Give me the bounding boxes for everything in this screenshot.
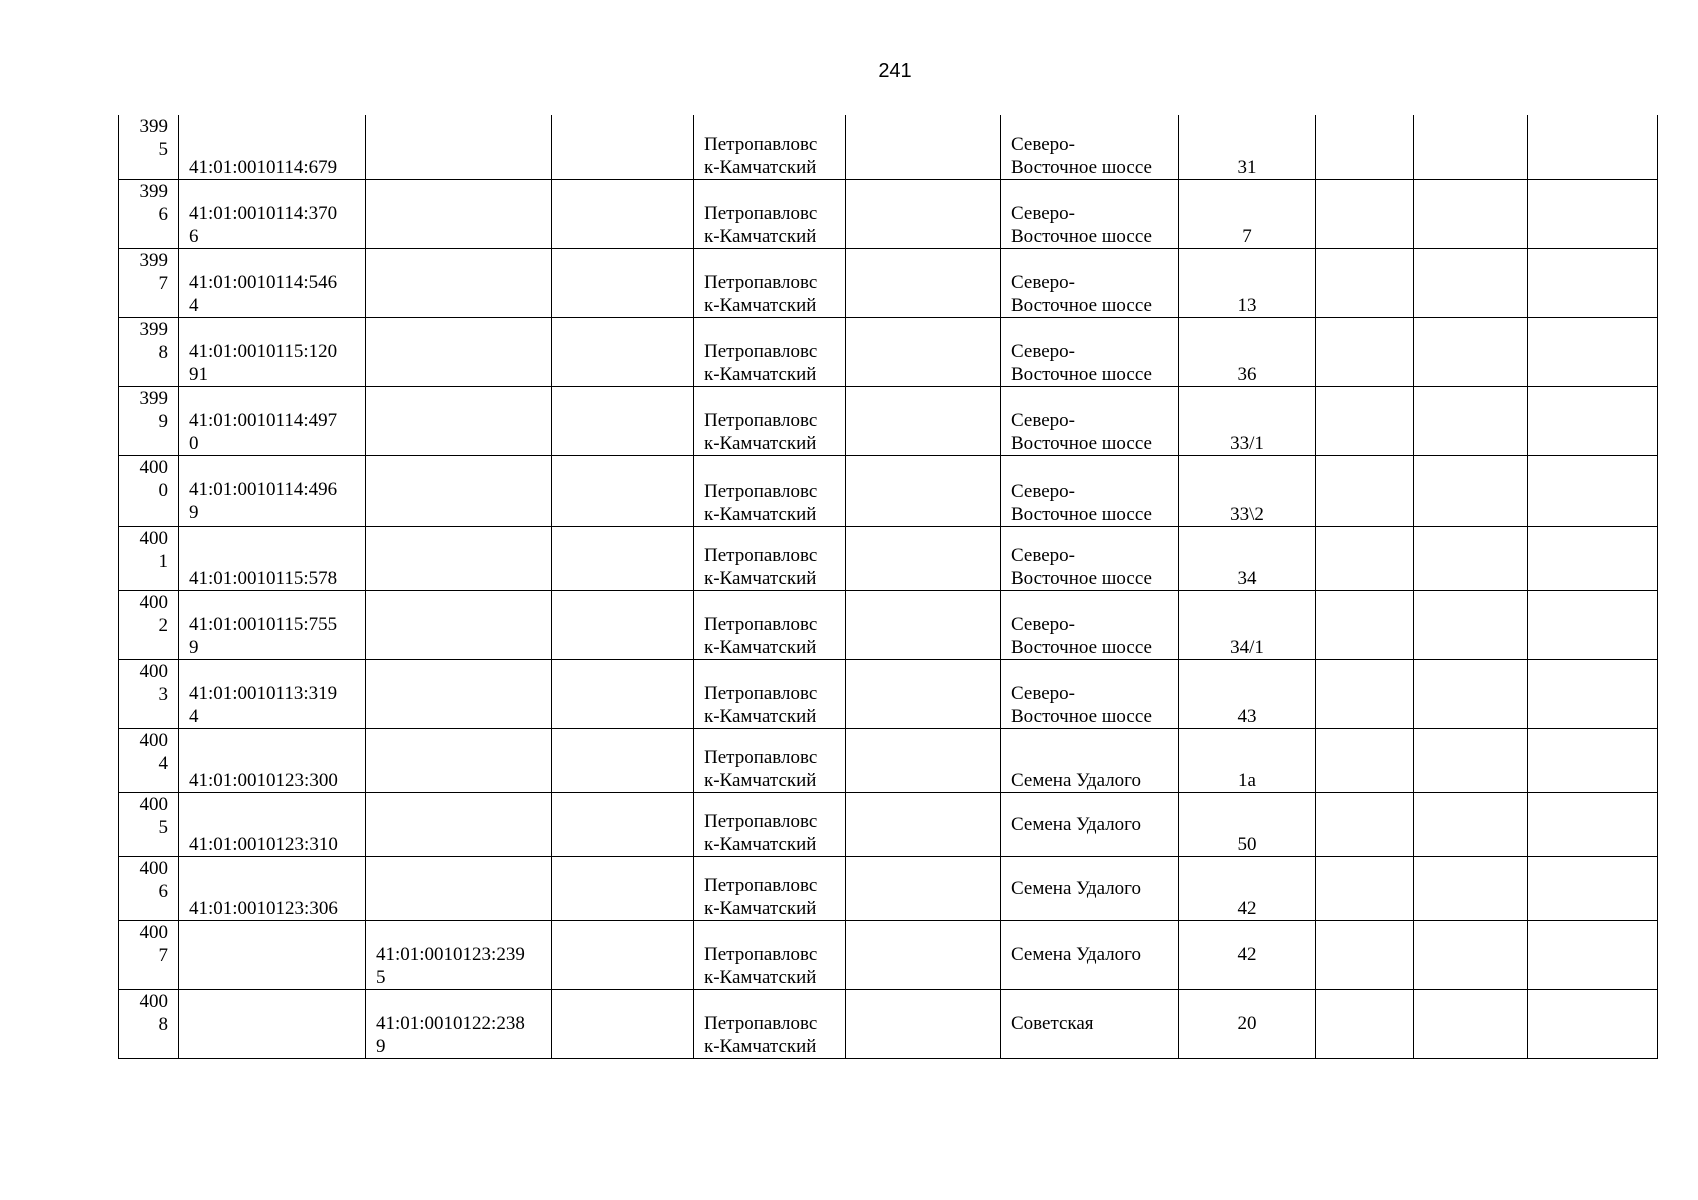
empty-cell <box>552 115 694 179</box>
row-number-cell-line: 4 <box>158 752 168 774</box>
empty-cell <box>1316 856 1414 920</box>
cadastral-number-cell-line: 41:01:0010113:319 <box>189 682 338 704</box>
city-cell <box>694 386 846 455</box>
street-cell-line: Северо- <box>1011 544 1075 566</box>
empty-cell <box>1414 856 1528 920</box>
row-number-cell-line: 400 <box>139 990 168 1012</box>
cadastral-number-cell <box>179 248 366 317</box>
row-number-cell <box>119 248 179 317</box>
row-number-cell <box>119 179 179 248</box>
row-number-cell-line: 7 <box>158 272 168 294</box>
table-row <box>119 920 1658 989</box>
empty-cell <box>1316 248 1414 317</box>
cadastral-number-cell-line: 91 <box>189 363 208 385</box>
empty-cell <box>1414 386 1528 455</box>
empty-cell <box>846 386 1001 455</box>
empty-cell <box>1528 248 1658 317</box>
city-cell-line: Петропавловс <box>704 874 818 896</box>
property-registry-table <box>118 115 1658 1059</box>
empty-cell <box>1528 590 1658 659</box>
street-cell <box>1001 386 1179 455</box>
empty-cell <box>846 728 1001 792</box>
cadastral-number-cell-line: 41:01:0010115:120 <box>189 340 338 362</box>
city-cell <box>694 659 846 728</box>
table-row <box>119 792 1658 856</box>
street-cell <box>1001 856 1179 920</box>
cadastral-number-cell <box>179 386 366 455</box>
cadastral-number-cell-line: 41:01:0010114:497 <box>189 409 338 431</box>
street-cell-line: Северо- <box>1011 409 1075 431</box>
empty-cell <box>1316 920 1414 989</box>
empty-cell <box>1316 659 1414 728</box>
row-number-cell <box>119 590 179 659</box>
street-cell <box>1001 526 1179 590</box>
empty-cell <box>1414 792 1528 856</box>
cadastral-number-alt-cell <box>366 526 552 590</box>
empty-cell <box>846 920 1001 989</box>
house-number-cell: 33\2 <box>1179 455 1316 526</box>
empty-cell <box>552 455 694 526</box>
street-cell-line: Семена Удалого <box>1011 877 1142 899</box>
row-number-cell <box>119 792 179 856</box>
row-number-cell-line: 6 <box>158 203 168 225</box>
empty-cell <box>1316 455 1414 526</box>
cadastral-number-cell <box>179 526 366 590</box>
empty-cell <box>552 659 694 728</box>
city-cell <box>694 989 846 1058</box>
empty-cell <box>1316 590 1414 659</box>
row-number-cell-line: 7 <box>158 944 168 966</box>
cadastral-number-alt-cell-line: 5 <box>376 966 386 988</box>
cadastral-number-alt-cell-line: 9 <box>376 1035 386 1057</box>
empty-cell <box>1316 526 1414 590</box>
empty-cell <box>846 248 1001 317</box>
cadastral-number-cell-line: 41:01:0010114:496 <box>189 478 338 500</box>
house-number-cell: 1a <box>1179 728 1316 792</box>
street-cell <box>1001 792 1179 856</box>
empty-cell <box>552 590 694 659</box>
empty-cell <box>1316 386 1414 455</box>
house-number-cell: 20 <box>1179 989 1316 1058</box>
table-row <box>119 248 1658 317</box>
city-cell <box>694 179 846 248</box>
city-cell-line: к-Камчатский <box>704 1035 817 1057</box>
empty-cell <box>552 792 694 856</box>
cadastral-number-cell <box>179 920 366 989</box>
row-number-cell-line: 399 <box>139 180 168 202</box>
row-number-cell <box>119 115 179 179</box>
city-cell-line: к-Камчатский <box>704 294 817 316</box>
city-cell <box>694 455 846 526</box>
city-cell-line: Петропавловс <box>704 943 818 965</box>
empty-cell <box>846 792 1001 856</box>
empty-cell <box>1414 659 1528 728</box>
empty-cell <box>1528 920 1658 989</box>
cadastral-number-cell <box>179 455 366 526</box>
empty-cell <box>1528 386 1658 455</box>
row-number-cell <box>119 989 179 1058</box>
street-cell-line: Северо- <box>1011 340 1075 362</box>
empty-cell <box>846 179 1001 248</box>
street-cell <box>1001 179 1179 248</box>
city-cell-line: Петропавловс <box>704 271 818 293</box>
street-cell-line: Восточное шоссе <box>1011 567 1152 589</box>
city-cell-line: к-Камчатский <box>704 363 817 385</box>
empty-cell <box>846 989 1001 1058</box>
row-number-cell-line: 399 <box>139 116 168 137</box>
row-number-cell-line: 5 <box>158 816 168 838</box>
cadastral-number-cell <box>179 989 366 1058</box>
house-number-cell: 50 <box>1179 792 1316 856</box>
row-number-cell-line: 400 <box>139 660 168 682</box>
city-cell-line: к-Камчатский <box>704 156 817 178</box>
table-body <box>119 115 1658 1058</box>
row-number-cell-line: 399 <box>139 387 168 409</box>
row-number-cell-line: 399 <box>139 318 168 340</box>
empty-cell <box>846 659 1001 728</box>
city-cell-line: Петропавловс <box>704 810 818 832</box>
row-number-cell-line: 400 <box>139 456 168 478</box>
empty-cell <box>1528 792 1658 856</box>
street-cell-line: Восточное шоссе <box>1011 156 1152 178</box>
cadastral-number-cell-line: 41:01:0010123:310 <box>189 833 338 855</box>
street-cell <box>1001 920 1179 989</box>
row-number-cell <box>119 317 179 386</box>
city-cell-line: Петропавловс <box>704 133 818 155</box>
street-cell <box>1001 728 1179 792</box>
street-cell-line: Северо- <box>1011 682 1075 704</box>
cadastral-number-alt-cell <box>366 317 552 386</box>
cadastral-number-alt-cell <box>366 386 552 455</box>
table-row <box>119 659 1658 728</box>
cadastral-number-cell-line: 4 <box>189 705 199 727</box>
street-cell-line: Семена Удалого <box>1011 813 1142 835</box>
empty-cell <box>1414 455 1528 526</box>
house-number-cell: 33/1 <box>1179 386 1316 455</box>
empty-cell <box>1316 728 1414 792</box>
cadastral-number-cell <box>179 115 366 179</box>
street-cell-line: Восточное шоссе <box>1011 363 1152 385</box>
street-cell-line: Северо- <box>1011 271 1075 293</box>
table-row <box>119 115 1658 179</box>
street-cell-line: Восточное шоссе <box>1011 432 1152 454</box>
house-number-cell: 7 <box>1179 179 1316 248</box>
city-cell-line: Петропавловс <box>704 340 818 362</box>
row-number-cell-line: 400 <box>139 857 168 879</box>
empty-cell <box>1528 179 1658 248</box>
empty-cell <box>1528 659 1658 728</box>
row-number-cell <box>119 728 179 792</box>
row-number-cell-line: 2 <box>158 614 168 636</box>
cadastral-number-alt-cell <box>366 989 552 1058</box>
empty-cell <box>1528 455 1658 526</box>
row-number-cell <box>119 920 179 989</box>
empty-cell <box>1414 728 1528 792</box>
cadastral-number-alt-cell <box>366 455 552 526</box>
empty-cell <box>846 455 1001 526</box>
empty-cell <box>552 989 694 1058</box>
street-cell <box>1001 989 1179 1058</box>
cadastral-number-cell-line: 0 <box>189 432 199 454</box>
empty-cell <box>1528 115 1658 179</box>
city-cell-line: к-Камчатский <box>704 705 817 727</box>
empty-cell <box>1528 317 1658 386</box>
empty-cell <box>1414 317 1528 386</box>
row-number-cell <box>119 526 179 590</box>
table-row <box>119 179 1658 248</box>
cadastral-number-cell <box>179 179 366 248</box>
street-cell-line: Семена Удалого <box>1011 944 1142 965</box>
empty-cell <box>1528 856 1658 920</box>
row-number-cell-line: 399 <box>139 249 168 271</box>
cadastral-number-alt-cell <box>366 115 552 179</box>
street-cell-line: Северо- <box>1011 480 1075 502</box>
empty-cell <box>1528 728 1658 792</box>
city-cell-line: к-Камчатский <box>704 432 817 454</box>
house-number-cell: 34/1 <box>1179 590 1316 659</box>
cadastral-number-cell-line: 41:01:0010114:546 <box>189 271 338 293</box>
empty-cell <box>1414 526 1528 590</box>
empty-cell <box>1316 317 1414 386</box>
empty-cell <box>552 526 694 590</box>
cadastral-number-cell <box>179 792 366 856</box>
row-number-cell-line: 400 <box>139 527 168 549</box>
house-number-cell: 42 <box>1179 920 1316 989</box>
city-cell-line: к-Камчатский <box>704 833 817 855</box>
cadastral-number-alt-cell <box>366 590 552 659</box>
empty-cell <box>846 856 1001 920</box>
city-cell-line: к-Камчатский <box>704 769 817 791</box>
city-cell-line: Петропавловс <box>704 409 818 431</box>
empty-cell <box>1316 989 1414 1058</box>
cadastral-number-cell-line: 9 <box>189 636 199 658</box>
cadastral-number-cell <box>179 856 366 920</box>
street-cell <box>1001 317 1179 386</box>
city-cell-line: Петропавловс <box>704 202 818 224</box>
empty-cell <box>552 179 694 248</box>
cadastral-number-cell <box>179 317 366 386</box>
city-cell-line: к-Камчатский <box>704 897 817 919</box>
empty-cell <box>846 317 1001 386</box>
cadastral-number-cell-line: 41:01:0010115:578 <box>189 567 338 589</box>
cadastral-number-alt-cell <box>366 248 552 317</box>
house-number-cell: 36 <box>1179 317 1316 386</box>
city-cell-line: Петропавловс <box>704 746 818 768</box>
city-cell <box>694 248 846 317</box>
street-cell <box>1001 590 1179 659</box>
house-number-cell: 34 <box>1179 526 1316 590</box>
cadastral-number-cell <box>179 728 366 792</box>
table-row <box>119 590 1658 659</box>
table-row <box>119 856 1658 920</box>
empty-cell <box>1414 179 1528 248</box>
cadastral-number-alt-cell-line: 41:01:0010122:238 <box>376 1012 525 1034</box>
table-row <box>119 317 1658 386</box>
street-cell <box>1001 659 1179 728</box>
cadastral-number-alt-cell <box>366 856 552 920</box>
city-cell <box>694 590 846 659</box>
street-cell-line: Восточное шоссе <box>1011 503 1152 525</box>
row-number-cell-line: 400 <box>139 729 168 751</box>
cadastral-number-cell-line: 41:01:0010115:755 <box>189 613 338 635</box>
row-number-cell <box>119 856 179 920</box>
row-number-cell <box>119 659 179 728</box>
street-cell-line: Восточное шоссе <box>1011 636 1152 658</box>
empty-cell <box>846 590 1001 659</box>
city-cell-line: Петропавловс <box>704 1012 818 1034</box>
house-number-cell: 31 <box>1179 115 1316 179</box>
row-number-cell-line: 0 <box>158 479 168 501</box>
table-row <box>119 728 1658 792</box>
street-cell-line: Восточное шоссе <box>1011 705 1152 727</box>
city-cell <box>694 856 846 920</box>
city-cell-line: Петропавловс <box>704 544 818 566</box>
row-number-cell <box>119 386 179 455</box>
house-number-cell: 43 <box>1179 659 1316 728</box>
empty-cell <box>1414 248 1528 317</box>
cadastral-number-cell-line: 41:01:0010123:306 <box>189 897 338 919</box>
city-cell-line: Петропавловс <box>704 613 818 635</box>
cadastral-number-cell-line: 41:01:0010114:370 <box>189 202 338 224</box>
city-cell-line: Петропавловс <box>704 480 818 502</box>
row-number-cell-line: 9 <box>158 410 168 432</box>
table-row <box>119 386 1658 455</box>
empty-cell <box>1316 792 1414 856</box>
empty-cell <box>552 856 694 920</box>
row-number-cell-line: 400 <box>139 921 168 943</box>
empty-cell <box>552 386 694 455</box>
cadastral-number-cell-line: 6 <box>189 225 199 247</box>
city-cell <box>694 115 846 179</box>
empty-cell <box>846 526 1001 590</box>
page-number: 241 <box>878 60 912 82</box>
empty-cell <box>1414 989 1528 1058</box>
city-cell <box>694 792 846 856</box>
street-cell-line: Советская <box>1011 1013 1094 1034</box>
row-number-cell-line: 8 <box>158 341 168 363</box>
empty-cell <box>552 728 694 792</box>
table-row <box>119 989 1658 1058</box>
empty-cell <box>1316 179 1414 248</box>
street-cell <box>1001 115 1179 179</box>
empty-cell <box>552 248 694 317</box>
city-cell-line: к-Камчатский <box>704 503 817 525</box>
street-cell-line: Восточное шоссе <box>1011 294 1152 316</box>
table-row <box>119 526 1658 590</box>
city-cell-line: к-Камчатский <box>704 636 817 658</box>
cadastral-number-cell <box>179 659 366 728</box>
cadastral-number-cell-line: 41:01:0010114:679 <box>189 156 338 178</box>
empty-cell <box>1528 989 1658 1058</box>
house-number-cell: 42 <box>1179 856 1316 920</box>
row-number-cell <box>119 455 179 526</box>
empty-cell <box>552 317 694 386</box>
cadastral-number-cell <box>179 590 366 659</box>
city-cell-line: к-Камчатский <box>704 225 817 247</box>
row-number-cell-line: 5 <box>158 139 168 160</box>
cadastral-number-alt-cell <box>366 659 552 728</box>
cadastral-number-alt-cell <box>366 728 552 792</box>
city-cell <box>694 526 846 590</box>
city-cell <box>694 920 846 989</box>
cadastral-number-alt-cell <box>366 920 552 989</box>
city-cell-line: к-Камчатский <box>704 966 817 988</box>
cadastral-number-alt-cell <box>366 179 552 248</box>
city-cell-line: Петропавловс <box>704 682 818 704</box>
row-number-cell-line: 3 <box>158 683 168 705</box>
street-cell-line: Северо- <box>1011 613 1075 635</box>
cadastral-number-alt-cell <box>366 792 552 856</box>
empty-cell <box>1316 115 1414 179</box>
street-cell-line: Восточное шоссе <box>1011 225 1152 247</box>
street-cell <box>1001 248 1179 317</box>
row-number-cell-line: 8 <box>158 1013 168 1035</box>
cadastral-number-cell-line: 4 <box>189 294 199 316</box>
house-number-cell: 13 <box>1179 248 1316 317</box>
street-cell-line: Семена Удалого <box>1011 769 1142 791</box>
city-cell <box>694 728 846 792</box>
row-number-cell-line: 6 <box>158 880 168 902</box>
empty-cell <box>552 920 694 989</box>
city-cell <box>694 317 846 386</box>
empty-cell <box>1528 526 1658 590</box>
city-cell-line: к-Камчатский <box>704 567 817 589</box>
row-number-cell-line: 400 <box>139 793 168 815</box>
empty-cell <box>1414 920 1528 989</box>
row-number-cell-line: 400 <box>139 591 168 613</box>
empty-cell <box>1414 590 1528 659</box>
cadastral-number-alt-cell-line: 41:01:0010123:239 <box>376 943 525 965</box>
street-cell-line: Северо- <box>1011 133 1075 155</box>
empty-cell <box>846 115 1001 179</box>
empty-cell <box>1414 115 1528 179</box>
street-cell <box>1001 455 1179 526</box>
table-row <box>119 455 1658 526</box>
cadastral-number-cell-line: 41:01:0010123:300 <box>189 769 338 791</box>
cadastral-number-cell-line: 9 <box>189 501 199 523</box>
row-number-cell-line: 1 <box>158 550 168 572</box>
street-cell-line: Северо- <box>1011 202 1075 224</box>
